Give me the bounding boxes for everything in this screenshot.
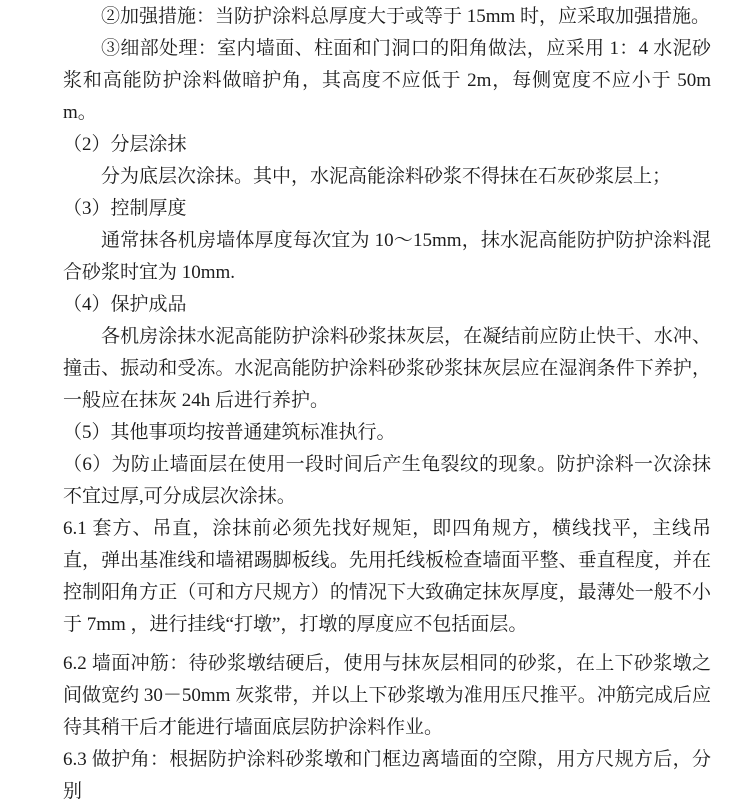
paragraph: （2）分层涂抹 xyxy=(63,134,187,155)
paragraph: （5）其他事项均按普通建筑标准执行。 xyxy=(63,422,396,443)
paragraph: ③细部处理：室内墙面、柱面和门洞口的阳角做法，应采用 1：4 水泥砂浆和高能防护涂料做暗护角，其高度不应低于 2m，每侧宽度不应小于 50mm。 xyxy=(63,38,711,123)
paragraph: （6）为防止墙面层在使用一段时间后产生龟裂纹的现象。防护涂料一次涂抹不宜过厚,可分成层次涂抹。 xyxy=(63,454,711,507)
paragraph: 各机房涂抹水泥高能防护涂料砂浆抹灰层，在凝结前应防止快干、水冲、撞击、振动和受冻。水泥高能防护涂料砂浆砂浆抹灰层应在湿润条件下养护，一般应在抹灰 24h 后进行养护。 xyxy=(63,326,711,411)
paragraph: 6.1 套方、吊直，涂抹前必须先找好规矩，即四角规方，横线找平，主线吊直，弹出基准线和墙裙踢脚板线。先用托线板检查墙面平整、垂直程度，并在控制阳角方正（可和方尺规方）的情况下大致确定抹灰厚度，最薄处一般不小于 7mm ，进行挂线“打墩”，打墩的厚度应不包括面层。 xyxy=(63,518,711,635)
paragraph: （4）保护成品 xyxy=(63,294,187,315)
paragraph: 6.3 做护角：根据防护涂料砂浆墩和门框边离墙面的空隙，用方尺规方后，分别 xyxy=(63,749,711,802)
paragraph: ②加强措施：当防护涂料总厚度大于或等于 15mm 时，应采取加强措施。 xyxy=(101,6,711,27)
paragraph: （3）控制厚度 xyxy=(63,198,187,219)
paragraph: 分为底层次涂抹。其中，水泥高能涂料砂浆不得抹在石灰砂浆层上； xyxy=(101,166,672,187)
paragraph: 通常抹各机房墙体厚度每次宜为 10～15mm，抹水泥高能防护防护涂料混合砂浆时宜为 10mm. xyxy=(63,230,711,283)
paragraph: 6.2 墙面冲筋：待砂浆墩结硬后，使用与抹灰层相同的砂浆，在上下砂浆墩之间做宽约 30－50mm 灰浆带，并以上下砂浆墩为准用压尺推平。冲筋完成后应待其稍干后才能进行墙面底层防护涂料作业。 xyxy=(63,653,711,738)
